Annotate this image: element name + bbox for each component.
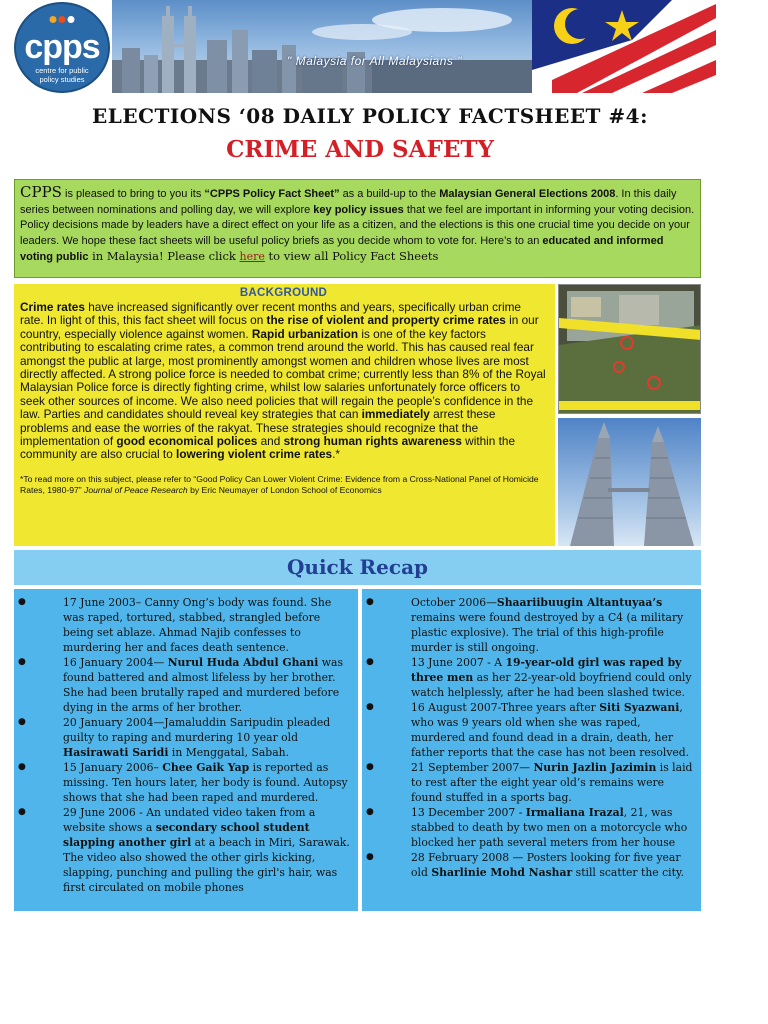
petronas-towers-photo xyxy=(558,418,701,546)
background-footnote xyxy=(20,474,547,496)
bg-bold-lowering: lowering violent crime rates xyxy=(176,447,333,462)
intro-text-5: in Malaysia! Please click xyxy=(88,249,240,263)
list-item xyxy=(14,805,358,895)
recap-text: , who was 9 years old when she was raped, murdered and found dead in a drain, death, her father reports that the case has not been resolved. xyxy=(411,701,690,759)
cpps-logo xyxy=(14,2,110,93)
bg-bold-crime-rates: Crime rates xyxy=(20,300,85,314)
factsheet-topic: CRIME AND SAFETY xyxy=(226,136,494,163)
crime-scene-photo xyxy=(558,284,701,414)
footnote-journal: Journal of Peace Research xyxy=(84,484,188,495)
list-item xyxy=(362,655,701,700)
twin-towers-illustration xyxy=(558,418,701,546)
bg-text: in our country, especially violence against women. xyxy=(20,313,539,341)
recap-text: is reported as missing. Ten hours later, her body is found. Autopsy shows that she had been raped and murdered. xyxy=(63,761,348,804)
quick-recap-heading: Quick Recap xyxy=(14,550,701,585)
recap-name: Shaariibuugin Altantuyaa’s xyxy=(496,596,663,609)
bullet-icon: ● xyxy=(18,762,26,772)
recap-text: is laid to rest after the eight year old’s remains were found stuffed in a sports bag. xyxy=(411,761,693,804)
intro-text-1: is pleased to bring to you its xyxy=(61,188,205,200)
bullet-icon: ● xyxy=(18,807,26,817)
recap-text: 16 August 2007-Three years after xyxy=(411,701,600,714)
list-item xyxy=(14,655,358,715)
recap-name: Nurin Jazlin Jazimin xyxy=(533,761,657,774)
recap-text: 13 June 2007 - A xyxy=(411,656,506,669)
list-item xyxy=(362,850,701,880)
factsheets-link[interactable]: here xyxy=(239,250,265,263)
logo-dots-icon xyxy=(49,16,76,23)
background-section xyxy=(14,284,555,546)
bg-text: is one of the key factors contributing to escalating crime rates, a common trend around the world. This has caused real fear amongst the public at large, most prominently amongst women and children whose lives are most directly affected. A strong police force is needed to combat crime; currently less than 8% of the Royal Malaysian Police force is directly fighting crime, whilst low salaries unfortunately force officers to seek other sources of income. We also need policies that will regain the people’s confidence in the law. Parties and candidates should reveal key strategies that can xyxy=(20,326,546,422)
intro-box xyxy=(14,179,701,278)
bg-text: within the community are also crucial to xyxy=(20,434,516,462)
logo-subtitle-line2: policy studies xyxy=(39,75,85,84)
recap-text: 13 December 2007 - xyxy=(411,806,526,819)
recap-name: secondary school student slapping another girl xyxy=(63,821,310,849)
list-item xyxy=(14,760,358,805)
intro-factsheet-name: “CPPS Policy Fact Sheet” xyxy=(204,188,340,200)
recap-text: at a beach in Miri, Sarawak. The video also showed the other girls kicking, slapping, punching and pulling the girl's hair, was first circulated on mobile phones xyxy=(63,836,350,894)
recap-name: Hasirawati Saridi xyxy=(63,746,169,759)
logo-brand: cpps xyxy=(24,28,100,66)
recap-name: Siti Syazwani xyxy=(599,701,680,714)
intro-text-3: . In this daily series between nominations and polling day, we will explore xyxy=(20,188,677,216)
recap-text: still scatter the city. xyxy=(572,866,685,879)
header-banner xyxy=(112,0,716,93)
crime-scene-illustration xyxy=(559,285,701,414)
recap-text: 29 June 2006 - An undated video taken from a website shows a xyxy=(63,806,316,834)
list-item xyxy=(362,805,701,850)
bg-bold-urbanization: Rapid urbanization xyxy=(251,326,359,341)
recap-name: Chee Gaik Yap xyxy=(162,761,250,774)
recap-name: Nurul Huda Abdul Ghani xyxy=(167,656,319,669)
recap-left-column xyxy=(14,589,358,911)
bullet-icon: ● xyxy=(366,702,374,712)
bullet-icon: ● xyxy=(18,597,26,607)
bullet-icon: ● xyxy=(366,762,374,772)
list-item xyxy=(362,595,701,655)
recap-text: 17 June 2003– Canny Ong’s body was found. She was raped, tortured, stabbed, strangled before being set ablaze. Ahmad Najib confesses to murdering her and faces death sentence. xyxy=(63,596,332,654)
bullet-icon: ● xyxy=(18,717,26,727)
recap-text: 16 January 2004— xyxy=(63,656,168,669)
bg-text: have increased significantly over recent months and years, specifically urban crime rate. In light of this, this fact sheet will focus on xyxy=(20,300,521,328)
intro-text-2: as a build-up to the xyxy=(339,188,440,200)
bg-bold-economical: good economical polices xyxy=(116,434,258,449)
bg-bold-human-rights: strong human rights awareness xyxy=(283,434,462,449)
recap-right-column xyxy=(362,589,701,911)
factsheet-title: ELECTIONS ‘08 DAILY POLICY FACTSHEET #4: xyxy=(92,104,648,128)
logo-subtitle xyxy=(16,66,108,84)
recap-text: as her 22-year-old boyfriend could only watch helplessly, after he had been slashed twice. xyxy=(411,671,692,699)
recap-text: remains were found destroyed by a C4 (a military plastic explosive). The trial of this high-profile murder is still ongoing. xyxy=(411,611,684,654)
list-item xyxy=(362,760,701,805)
recap-name: 19-year-old girl was raped by three men xyxy=(411,656,682,684)
background-body xyxy=(20,301,547,462)
recap-name: Sharlinie Mohd Nashar xyxy=(431,866,573,879)
recap-text: was found battered and almost lifeless by her brother. She had been brutally raped and murdered before dying in the arms of her brother. xyxy=(63,656,344,714)
recap-text: 15 January 2006– xyxy=(63,761,163,774)
recap-name: Irmaliana Irazal xyxy=(525,806,624,819)
recap-text: 21 September 2007— xyxy=(411,761,534,774)
bullet-icon: ● xyxy=(366,597,374,607)
recap-text: in Menggatal, Sabah. xyxy=(168,746,290,759)
list-item xyxy=(14,595,358,655)
footnote-text: by Eric Neumayer of London School of Economics xyxy=(187,484,382,495)
bullet-icon: ● xyxy=(18,657,26,667)
bullet-icon: ● xyxy=(366,852,374,862)
bg-bold-violent-crime: the rise of violent and property crime rates xyxy=(266,313,506,328)
intro-text-6: to view all Policy Fact Sheets xyxy=(264,249,439,263)
logo-subtitle-line1: centre for public xyxy=(35,66,89,75)
intro-text-4: that we feel are important in informing your voting decision. Policy decisions made by leaders have a direct effect on your life as a citizen, and the elections is this one crucial time you decide on your leaders. We hope these fact sheets will be useful policy briefs as you decide whom to vote for. Here’s to an xyxy=(20,203,695,247)
bg-text: .* xyxy=(332,447,340,462)
background-heading: BACKGROUND xyxy=(239,287,328,299)
intro-key-issues: key policy issues xyxy=(313,203,404,216)
bg-text: arrest these problems and ease the worries of the rakyat. These strategies should recognize that the implementation of xyxy=(20,407,496,449)
intro-voting-public: educated and informed voting public xyxy=(20,234,664,263)
intro-cpps: CPPS xyxy=(20,183,62,201)
banner-tagline: " Malaysia for All Malaysians " xyxy=(287,54,462,68)
bullet-icon: ● xyxy=(366,807,374,817)
recap-text: 28 February 2008 — Posters looking for five year old xyxy=(411,851,681,879)
recap-text: , 21, was stabbed to death by two men on a motorcycle who blocked her path several meters from her house xyxy=(411,806,688,849)
intro-elections: Malaysian General Elections 2008 xyxy=(439,188,616,200)
footnote-text: *To read more on this subject, please refer to “Good Policy Can Lower Violent Crime: Evidence from a Cross-National Panel of Homicide Rates, 1980-97” xyxy=(20,473,539,495)
bg-text: and xyxy=(257,434,284,449)
recap-text: October 2006— xyxy=(411,596,497,609)
bullet-icon: ● xyxy=(366,657,374,667)
skyline-flag-illustration xyxy=(112,0,716,93)
list-item xyxy=(362,700,701,760)
recap-text: 20 January 2004—Jamaluddin Saripudin pleaded guilty to raping and murdering 10 year old xyxy=(63,716,331,744)
list-item xyxy=(14,715,358,760)
bg-bold-immediately: immediately xyxy=(361,407,430,422)
